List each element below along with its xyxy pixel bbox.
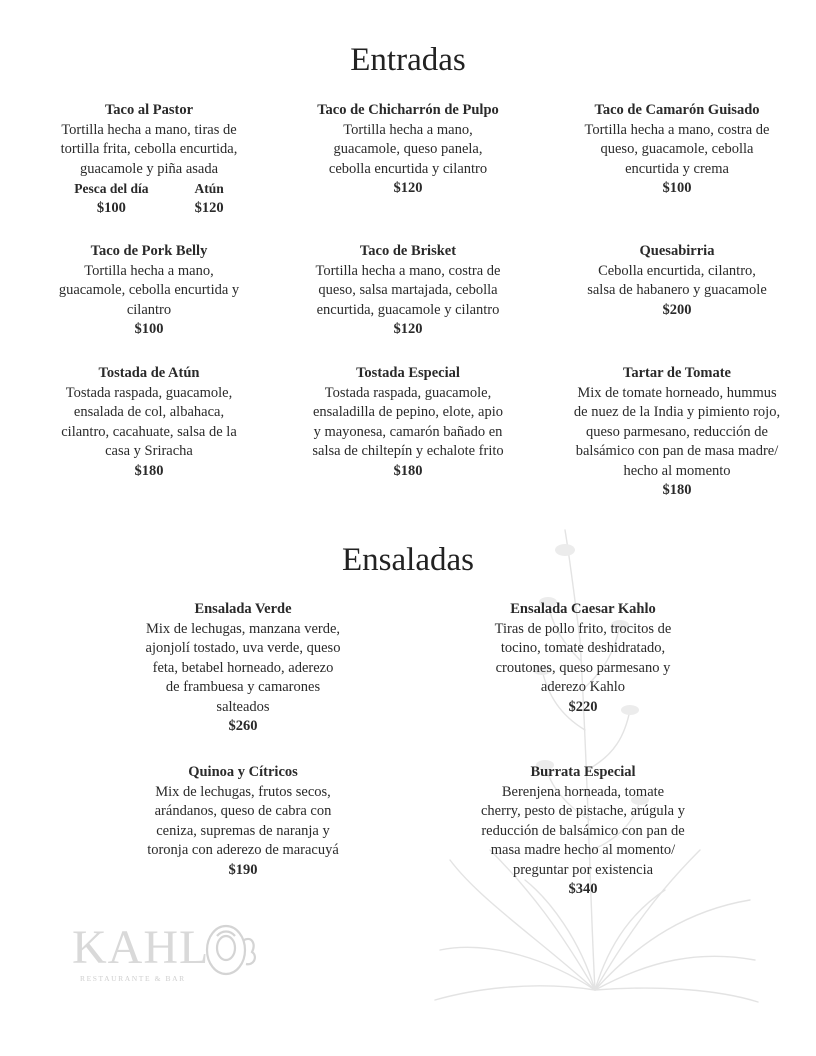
item-price: $220: [568, 698, 598, 715]
menu-item: [298, 101, 518, 199]
item-price: $180: [393, 462, 423, 479]
menu-item: [40, 364, 258, 481]
section-title-ensaladas: Ensaladas: [342, 542, 474, 578]
item-price: $180: [134, 462, 164, 479]
item-description: Tostada raspada, guacamole, ensaladilla de pepino, elote, apio y mayonesa, camarón bañado en salsa de chiltepín y echalote frito: [312, 384, 504, 459]
menu-item: [40, 101, 258, 218]
kahlo-logo: [72, 920, 262, 990]
item-description: Tortilla hecha a mano, costra de queso, salsa martajada, cebolla encurtida, guacamole y cilantro: [315, 262, 501, 318]
item-name: Tostada Especial: [356, 365, 460, 381]
kahlo-portrait-icon: [202, 922, 260, 978]
item-description: Mix de lechugas, frutos secos, arándanos, queso de cabra con ceniza, supremas de naranja y toronja con aderezo de maracuyá: [147, 783, 339, 858]
item-name: Quesabirria: [639, 243, 715, 259]
section-title-entradas: Entradas: [350, 42, 466, 78]
logo-subtitle: RESTAURANTE & BAR: [80, 974, 186, 983]
item-name: Taco al Pastor: [104, 102, 194, 118]
menu-item: [562, 101, 792, 199]
menu-item: [462, 763, 704, 900]
item-name: Burrata Especial: [530, 764, 636, 780]
option-label: Atún: [194, 181, 224, 196]
option-price: $120: [194, 199, 224, 216]
menu-item: [40, 242, 258, 340]
item-description: Mix de tomate horneado, hummus de nuez de la India y pimiento rojo, queso parmesano, reducción de balsámico con pan de masa madre/ hecho al momento: [573, 384, 781, 479]
item-price: $190: [228, 861, 258, 878]
menu-item: [293, 364, 523, 481]
item-name: Taco de Brisket: [359, 243, 457, 259]
item-description: Mix de lechugas, manzana verde, ajonjolí tostado, uva verde, queso feta, betabel horneado, aderezo de frambuesa y camarones salteados: [145, 620, 341, 715]
item-price: $100: [134, 321, 164, 337]
item-name: Taco de Chicharrón de Pulpo: [317, 102, 499, 118]
price-options: [40, 179, 258, 218]
item-price: $100: [662, 180, 692, 196]
item-description: Tortilla hecha a mano, guacamole, cebolla encurtida y cilantro: [58, 262, 240, 318]
item-description: Tortilla hecha a mano, costra de queso, guacamole, cebolla encurtida y crema: [584, 121, 770, 177]
menu-item: [466, 600, 700, 717]
item-description: Tortilla hecha a mano, guacamole, queso panela, cebolla encurtida y cilantro: [328, 121, 488, 177]
item-name: Taco de Camarón Guisado: [594, 102, 760, 118]
item-price: $340: [568, 881, 598, 897]
item-name: Ensalada Verde: [194, 601, 292, 617]
price-option: [194, 179, 223, 218]
item-price: $200: [662, 301, 692, 318]
menu-item: [562, 242, 792, 320]
price-option: [74, 179, 148, 218]
item-description: Cebolla encurtida, cilantro, salsa de habanero y guacamole: [587, 262, 767, 298]
item-description: Tortilla hecha a mano, tiras de tortilla frita, cebolla encurtida, guacamole y piña asada: [60, 121, 238, 177]
option-price: $100: [96, 199, 126, 216]
item-price: $120: [393, 180, 423, 196]
menu-item: [556, 364, 798, 501]
menu-item: [128, 600, 358, 737]
item-name: Tostada de Atún: [98, 365, 200, 381]
menu-item: [298, 242, 518, 340]
item-description: Tiras de pollo frito, trocitos de tocino, tomate deshidratado, croutones, queso parmesano y aderezo Kahlo: [494, 620, 672, 695]
menu-item: [128, 763, 358, 880]
item-name: Tartar de Tomate: [623, 365, 731, 381]
option-label: Pesca del día: [74, 181, 149, 196]
item-description: Tostada raspada, guacamole, ensalada de col, albahaca, cilantro, cacahuate, salsa de la casa y Sriracha: [61, 384, 237, 459]
item-price: $180: [662, 482, 692, 498]
item-description: Berenjena horneada, tomate cherry, pesto de pistache, arúgula y reducción de balsámico con pan de masa madre hecho al momento/ preguntar por existencia: [481, 783, 685, 878]
logo-wordmark: KAHL: [72, 921, 210, 974]
item-name: Taco de Pork Belly: [90, 243, 208, 259]
item-name: Ensalada Caesar Kahlo: [510, 601, 656, 617]
item-name: Quinoa y Cítricos: [188, 764, 298, 780]
item-price: $260: [228, 718, 258, 734]
item-price: $120: [393, 321, 423, 337]
